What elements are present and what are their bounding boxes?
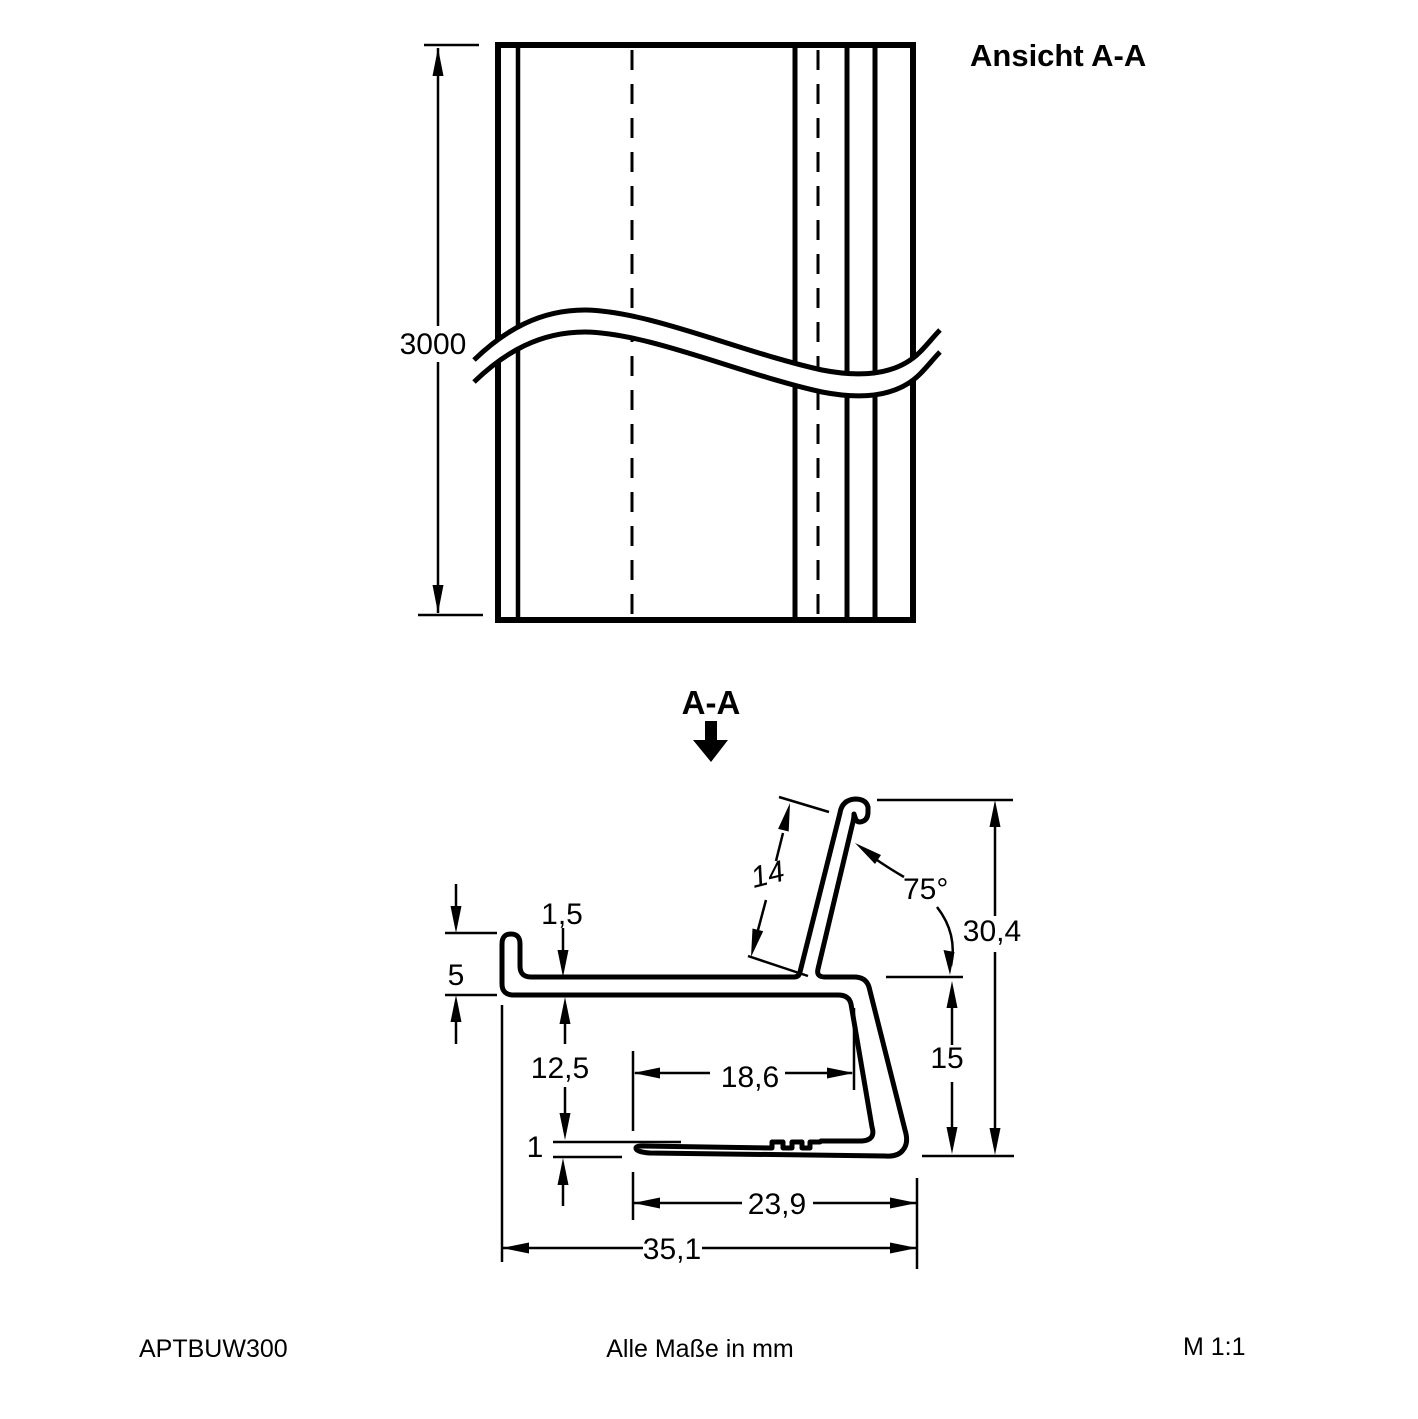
dim-label: 15 <box>930 1042 964 1075</box>
arrow-down <box>947 1127 958 1154</box>
dim-hook-height <box>445 884 497 1044</box>
dim-length-3000 <box>400 45 483 615</box>
arrow-up <box>560 997 571 1024</box>
dim-web-height <box>531 997 589 1140</box>
drawing-scale: M 1:1 <box>1183 1333 1246 1361</box>
dim-leg-height <box>930 981 963 1154</box>
dim-arm-length <box>748 803 790 957</box>
arrow-up <box>451 995 462 1022</box>
arrow-up <box>433 48 444 76</box>
dim-total-width <box>502 1233 917 1266</box>
footer <box>139 1333 1246 1363</box>
arrow-right <box>827 1068 854 1079</box>
leader-line <box>874 858 904 877</box>
dim-inner-width <box>633 1061 854 1094</box>
dim-label: 1,5 <box>541 898 583 931</box>
dim-length-label: 3000 <box>399 328 467 361</box>
cross-section <box>445 797 1021 1269</box>
dim-label: 18,6 <box>720 1061 780 1094</box>
dim-label: 5 <box>447 959 465 992</box>
view-title: Ansicht A-A <box>970 38 1147 73</box>
dim-foot-width <box>633 1188 917 1221</box>
break-band <box>474 310 940 396</box>
article-number: APTBUW300 <box>139 1335 288 1363</box>
arrow-down <box>558 950 569 977</box>
arrow-down <box>451 906 462 933</box>
section-marker <box>682 684 741 762</box>
arrow-left <box>502 1243 529 1254</box>
front-view <box>400 38 1147 620</box>
arrow-down <box>433 585 444 613</box>
dim-label: 12,5 <box>530 1052 590 1085</box>
dim-label: 1 <box>526 1131 544 1164</box>
section-arrow-icon <box>693 721 728 762</box>
arrow-left <box>633 1068 660 1079</box>
profile-outline <box>502 799 907 1156</box>
arrow-down <box>560 1113 571 1140</box>
section-label: A-A <box>681 684 741 721</box>
dim-lip-thickness <box>541 898 583 977</box>
arrow-left <box>633 1198 660 1209</box>
dim-label: 35,1 <box>642 1233 702 1266</box>
dim-label: 14 <box>747 854 788 895</box>
arrow-up <box>558 1158 569 1185</box>
arrow-right <box>890 1198 917 1209</box>
arrow-up <box>947 981 958 1008</box>
extension-line <box>779 797 829 812</box>
arrow-up <box>990 800 1001 827</box>
arrow-upper <box>778 803 790 832</box>
dim-label: 23,9 <box>747 1188 807 1221</box>
arrow-lower <box>751 929 763 958</box>
dim-label: 30,4 <box>962 915 1022 948</box>
dim-total-height <box>963 800 1021 1155</box>
dim-angle <box>855 843 955 975</box>
units-note: Alle Maße in mm <box>606 1335 794 1363</box>
arrow-right <box>890 1243 917 1254</box>
arrow-down <box>990 1128 1001 1155</box>
dim-label: 75° <box>903 873 949 906</box>
dim-foot-thickness <box>527 1131 681 1206</box>
